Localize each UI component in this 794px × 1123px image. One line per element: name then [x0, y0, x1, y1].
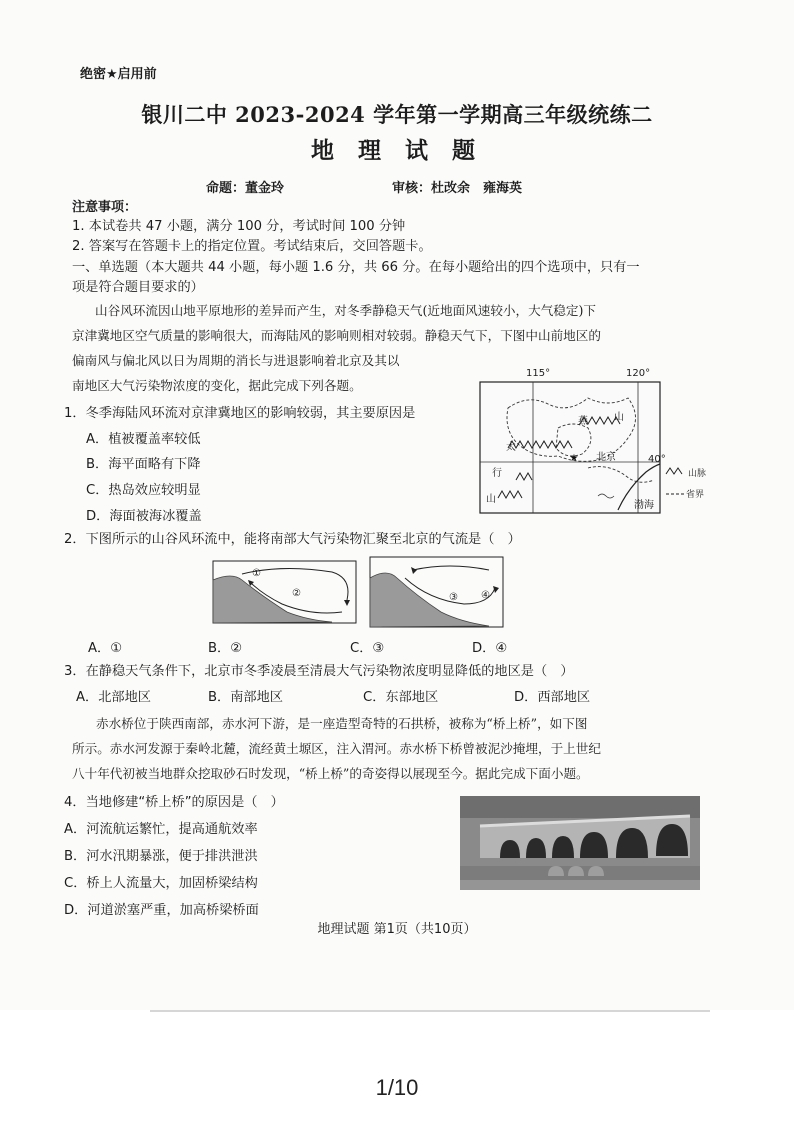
page-footer: 地理试题 第1页（共10页）: [317, 922, 477, 937]
map-city-marker: ★: [569, 453, 579, 464]
note-item: 1. 本试卷共 47 小题，满分 100 分，考试时间 100 分钟: [72, 219, 406, 234]
airflow-label-3: ③: [449, 592, 458, 603]
q1-option-c[interactable]: C．热岛效应较明显: [86, 483, 201, 498]
map-range-label: 太: [506, 442, 516, 453]
valley-wind-diagram-day: [212, 560, 357, 624]
airflow-label-2: ②: [292, 588, 301, 599]
passage-line: 偏南风与偏北风以日为周期的消长与进退影响着北京及其以: [72, 353, 400, 368]
q4-option-c[interactable]: C．桥上人流量大，加固桥梁结构: [64, 876, 258, 891]
airflow-label-4: ④: [481, 590, 490, 601]
passage-line: 京津冀地区空气质量的影响很大，而海陆风的影响则相对较弱。静稳天气下，下图中山前地区的: [72, 328, 601, 343]
map-legend-border: 省界: [686, 490, 705, 500]
map-range-label: 行: [492, 468, 502, 479]
map-city-label: 北京: [596, 452, 616, 463]
notes-heading: 注意事项：: [72, 200, 138, 215]
question-2-stem: 2．下图所示的山谷风环流中，能将南部大气污染物汇聚至北京的气流是（ ）: [64, 532, 521, 547]
q3-option-a[interactable]: A．北部地区: [76, 690, 151, 705]
map-range-label: 燕: [578, 416, 588, 427]
q4-option-d[interactable]: D．河道淤塞严重，加高桥梁桥面: [64, 903, 259, 918]
page-indicator: 1/10: [375, 1075, 419, 1100]
viewer-margin: [0, 1010, 794, 1123]
q1-option-d[interactable]: D．海面被海冰覆盖: [86, 509, 202, 524]
map-lat-40: 40°: [648, 454, 666, 465]
q3-option-c[interactable]: C．东部地区: [363, 690, 439, 705]
q2-option-a[interactable]: A．①: [88, 641, 123, 656]
author-line: 命题：董金玲: [206, 181, 285, 196]
q1-option-a[interactable]: A．植被覆盖率较低: [86, 432, 201, 447]
passage-line: 八十年代初被当地群众挖取砂石时发现，“桥上桥”的奇姿得以展现至今。据此完成下面小题。: [72, 766, 589, 781]
question-1-stem: 1．冬季海陆风环流对京津冀地区的影响较弱，其主要原因是: [64, 406, 416, 421]
region-map: [478, 368, 714, 516]
q2-option-c[interactable]: C．③: [350, 641, 385, 656]
q3-option-b[interactable]: B．南部地区: [208, 690, 283, 705]
map-lon-115: 115°: [526, 368, 551, 379]
q1-option-b[interactable]: B．海平面略有下降: [86, 457, 201, 472]
map-legend-mountain: 山脉: [688, 469, 707, 479]
reviewer-line: 审核：杜改余 雍海英: [392, 181, 523, 196]
q4-option-b[interactable]: B．河水汛期暴涨，便于排洪泄洪: [64, 849, 258, 864]
q4-option-a[interactable]: A．河流航运繁忙，提高通航效率: [64, 822, 258, 837]
q2-option-d[interactable]: D．④: [472, 641, 508, 656]
valley-wind-diagram-night: [369, 556, 504, 628]
map-lon-120: 120°: [626, 368, 651, 379]
note-item: 2. 答案写在答题卡上的指定位置。考试结束后，交回答题卡。: [72, 239, 432, 254]
passage-line: 南地区大气污染物浓度的变化，据此完成下列各题。: [72, 378, 362, 393]
passage-line: 赤水桥位于陕西南部，赤水河下游，是一座造型奇特的石拱桥，被称为“桥上桥”，如下图: [96, 716, 588, 731]
page-edge: [150, 1010, 710, 1012]
passage-line: 所示。赤水河发源于秦岭北麓，流经黄土塬区，注入渭河。赤水桥下桥曾被泥沙掩埋，于上世纪: [72, 741, 601, 756]
airflow-label-1: ①: [252, 568, 261, 579]
map-sea-label: 渤海: [634, 500, 654, 511]
question-3-stem: 3．在静稳天气条件下，北京市冬季凌晨至清晨大气污染物浓度明显降低的地区是（ ）: [64, 664, 574, 679]
q3-option-d[interactable]: D．西部地区: [514, 690, 591, 705]
section-heading: 一、单选题（本大题共 44 小题，每小题 1.6 分，共 66 分。在每小题给出的四个选项中，只有一: [72, 260, 640, 275]
subject-title: 地 理 试 题: [310, 137, 484, 164]
secret-label: 绝密★启用前: [80, 67, 157, 82]
section-heading-cont: 项是符合题目要求的）: [72, 280, 204, 295]
q2-option-b[interactable]: B．②: [208, 641, 243, 656]
bridge-photo: [460, 796, 700, 890]
map-range-label: 山: [614, 412, 624, 423]
map-range-label: 山: [486, 494, 496, 505]
passage-line: 山谷风环流因山地平原地形的差异而产生，对冬季静稳天气(近地面风速较小，大气稳定)下: [95, 303, 596, 318]
question-4-stem: 4．当地修建“桥上桥”的原因是（ ）: [64, 795, 284, 810]
exam-title: 银川二中 2023-2024 学年第一学期高三年级统练二: [141, 102, 653, 127]
